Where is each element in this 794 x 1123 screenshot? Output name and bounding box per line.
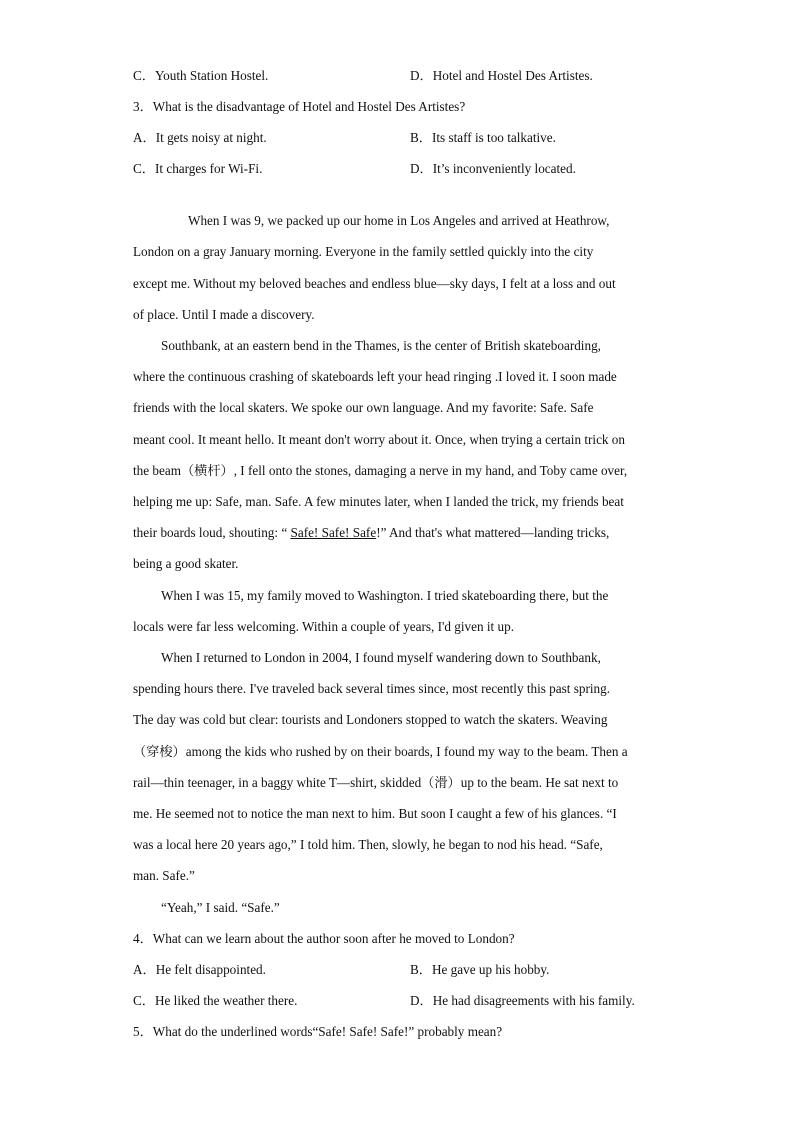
q3-option-d: D．It’s inconveniently located. [410, 161, 576, 176]
q3-option-a: A．It gets noisy at night. [133, 130, 267, 145]
q4-option-c: C．He liked the weather there. [133, 993, 298, 1008]
q2-option-c: C．Youth Station Hostel. [133, 68, 269, 83]
passage-line: rail—thin teenager, in a baggy white T—shirt, skidded（滑）up to the beam. He sat next to [133, 775, 619, 790]
passage-line [133, 524, 609, 542]
passage-line: locals were far less welcoming. Within a couple of years, I'd given it up. [133, 619, 514, 634]
passage-line: meant cool. It meant hello. It meant don't worry about it. Once, when trying a certain trick on [133, 432, 625, 447]
passage-line: except me. Without my beloved beaches and endless blue—sky days, I felt at a loss and out [133, 276, 616, 291]
passage-line: spending hours there. I've traveled back several times since, most recently this past spring. [133, 681, 610, 696]
passage-line: helping me up: Safe, man. Safe. A few minutes later, when I landed the trick, my friends beat [133, 494, 624, 509]
passage-line: “Yeah,” I said. “Safe.” [161, 900, 280, 915]
q3-option-b: B．Its staff is too talkative. [410, 130, 556, 145]
q4-option-a: A．He felt disappointed. [133, 962, 266, 977]
q4-option-d: D．He had disagreements with his family. [410, 993, 635, 1008]
q4-question: 4．What can we learn about the author soon after he moved to London? [133, 931, 515, 946]
passage-line: When I returned to London in 2004, I found myself wandering down to Southbank, [161, 650, 601, 665]
passage-text: !” And that's what mattered—landing tricks, [376, 525, 610, 540]
passage-line: When I was 9, we packed up our home in Los Angeles and arrived at Heathrow, [188, 213, 610, 228]
underlined-phrase: Safe! Safe! Safe [290, 525, 377, 540]
passage-line: friends with the local skaters. We spoke our own language. And my favorite: Safe. Safe [133, 400, 594, 415]
passage-line: me. He seemed not to notice the man next to him. But soon I caught a few of his glances. “I [133, 806, 617, 821]
passage-line: The day was cold but clear: tourists and Londoners stopped to watch the skaters. Weaving [133, 712, 608, 727]
passage-line: the beam（横杆）, I fell onto the stones, damaging a nerve in my hand, and Toby came over, [133, 463, 628, 478]
passage-line: London on a gray January morning. Everyone in the family settled quickly into the city [133, 244, 594, 259]
q3-option-c: C．It charges for Wi-Fi. [133, 161, 263, 176]
passage-line: was a local here 20 years ago,” I told him. Then, slowly, he began to nod his head. “Safe, [133, 837, 603, 852]
passage-text: their boards loud, shouting: “ [133, 525, 291, 540]
passage-line: man. Safe.” [133, 868, 195, 883]
passage-line: Southbank, at an eastern bend in the Thames, is the center of British skateboarding, [161, 338, 601, 353]
q5-question: 5．What do the underlined words“Safe! Safe! Safe!” probably mean? [133, 1024, 503, 1039]
passage-line: where the continuous crashing of skateboards left your head ringing .I loved it. I soon made [133, 369, 617, 384]
passage-line: being a good skater. [133, 556, 239, 571]
q3-question: 3．What is the disadvantage of Hotel and Hostel Des Artistes? [133, 99, 466, 114]
q2-option-d: D．Hotel and Hostel Des Artistes. [410, 68, 593, 83]
passage-line: （穿梭）among the kids who rushed by on their boards, I found my way to the beam. Then a [133, 744, 628, 759]
passage-line: of place. Until I made a discovery. [133, 307, 315, 322]
passage-line: When I was 15, my family moved to Washington. I tried skateboarding there, but the [161, 588, 609, 603]
q4-option-b: B．He gave up his hobby. [410, 962, 550, 977]
